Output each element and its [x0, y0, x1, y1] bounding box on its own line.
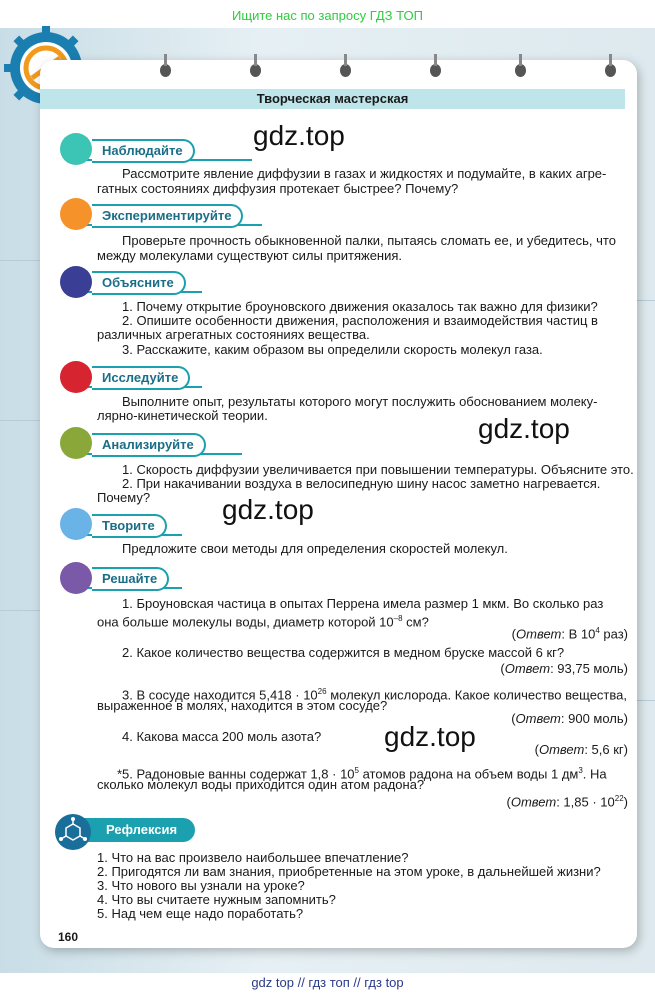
section-experiment-label: Экспериментируйте — [92, 204, 243, 228]
molecule-icon — [55, 814, 91, 850]
research-icon — [60, 361, 92, 393]
solve-problem-1-line-1: 1. Броуновская частица в опытах Перрена имела размер 1 мкм. Во сколько раз — [122, 596, 604, 611]
section-create-label: Творите — [92, 514, 167, 538]
reflection-item-3: 3. Что нового вы узнали на уроке? — [97, 878, 305, 893]
answer-value: : В 10 — [561, 626, 596, 642]
binder-ring-icon — [254, 54, 257, 66]
exponent: 4 — [595, 626, 600, 635]
experiment-icon — [60, 198, 92, 230]
section-explain-label: Объясните — [92, 271, 186, 295]
answer-unit: раз) — [599, 626, 628, 642]
bg-line — [0, 420, 40, 421]
explain-line-2: 2. Опишите особенности движения, расположения и взаимодействия частиц в — [122, 313, 598, 328]
analyze-line-1: 1. Скорость диффузии увеличивается при повышении температуры. Объясните это. — [122, 462, 634, 477]
exponent: –8 — [393, 614, 403, 623]
answer-value: : 1,85 · 10 — [556, 794, 615, 810]
bg-line — [637, 300, 655, 301]
observe-icon — [60, 133, 92, 165]
solve-problem-3-line-2: выраженное в молях, находится в этом сосуде? — [97, 698, 388, 713]
observe-line-1: Рассмотрите явление диффузии в газах и жидкостях и подумайте, в каких агре- — [122, 166, 607, 181]
answer-label: Ответ — [538, 742, 585, 757]
answer-3: (Ответ: 900 моль) — [511, 711, 628, 726]
explain-line-1: 1. Почему открытие броуновского движения оказалось так важно для физики? — [122, 299, 598, 314]
answer-label: Ответ — [515, 711, 561, 726]
create-line-1: Предложите свои методы для определения скоростей молекул. — [122, 541, 508, 556]
binder-ring-icon — [609, 54, 612, 66]
problem-5-text: атомов радона на объем воды 1 дм — [358, 766, 579, 782]
reflection-item-2: 2. Пригодятся ли вам знания, приобретенные на этом уроке, в дальнейшей жизни? — [97, 864, 601, 879]
observe-line-2: гатных состояниях диффузия протекает быстрее? Почему? — [97, 181, 459, 196]
answer-5: (Ответ: $1,85 \cdot 10^{22}$) — [506, 794, 628, 810]
research-line-1: Выполните опыт, результаты которого могут послужить обоснованием молеку- — [122, 394, 598, 409]
reflection-item-1: 1. Что на вас произвело наибольшее впечатление? — [97, 850, 409, 865]
answer-2: (Ответ: 93,75 моль) — [500, 661, 628, 676]
solve-icon — [60, 562, 92, 594]
section-solve-label: Решайте — [92, 567, 169, 591]
analyze-icon — [60, 427, 92, 459]
search-hint: Ищите нас по запросу ГДЗ ТОП — [232, 8, 423, 23]
solve-problem-4: 4. Какова масса 200 моль азота? — [122, 729, 322, 744]
problem-1-unit: см? — [402, 614, 429, 630]
exponent: 26 — [317, 687, 327, 696]
binder-ring-icon — [344, 54, 347, 66]
problem-3-text: 3. В сосуде находится 5,418 · 10 — [122, 687, 318, 703]
analyze-line-3: Почему? — [97, 490, 151, 505]
problem-3-text: молекул кислорода. Какое количество вещества, — [326, 687, 627, 703]
answer-unit: ) — [623, 794, 628, 810]
section-observe-label: Наблюдайте — [92, 139, 195, 163]
reflection-item-4: 4. Что вы считаете нужным запомнить? — [97, 892, 336, 907]
answer-label: Ответ — [504, 661, 551, 676]
page-number: 160 — [58, 930, 79, 944]
explain-line-3: различных агрегатных состояниях вещества. — [97, 327, 370, 342]
bg-line — [637, 700, 655, 701]
problem-1-text: она больше молекулы воды, диаметр которой 10 — [97, 614, 394, 630]
problem-5-text: . На — [582, 766, 607, 782]
answer-label: Ответ — [516, 626, 562, 642]
footer-watermark: gdz top // гдз топ // гдз top — [251, 975, 404, 990]
problem-5-text: *5. Радоновые ванны содержат 1,8 · 10 — [117, 766, 355, 782]
binder-ring-icon — [434, 54, 437, 66]
solve-problem-2: 2. Какое количество вещества содержится в медном бруске массой 6 кг? — [122, 645, 565, 660]
watermark: gdz.top — [478, 413, 570, 444]
binder-ring-icon — [519, 54, 522, 66]
analyze-line-2: 2. При накачивании воздуха в велосипедную шину насос заметно нагревается. — [122, 476, 601, 491]
exponent: 3 — [578, 766, 583, 775]
watermark: gdz.top — [253, 120, 345, 151]
section-analyze-label: Анализируйте — [92, 433, 206, 457]
bg-line — [0, 610, 40, 611]
experiment-line-2: между молекулами существуют силы притяжения. — [97, 248, 403, 263]
answer-value: : 93,75 моль) — [550, 661, 628, 676]
explain-line-4: 3. Расскажите, каким образом вы определили скорость молекул газа. — [122, 342, 543, 357]
answer-value: : 5,6 кг) — [584, 742, 628, 757]
section-research-label: Исследуйте — [92, 366, 190, 390]
solve-problem-1-line-2 — [97, 611, 429, 629]
reflection-item-5: 5. Над чем еще надо поработать? — [97, 906, 304, 921]
research-line-2: лярно-кинетической теории. — [97, 408, 268, 423]
explain-icon — [60, 266, 92, 298]
create-icon — [60, 508, 92, 540]
answer-4: (Ответ: 5,6 кг) — [534, 742, 628, 757]
watermark: gdz.top — [222, 494, 314, 525]
page-title: Творческая мастерская — [256, 91, 409, 106]
exponent: 22 — [614, 794, 624, 803]
answer-value: : 900 моль) — [560, 711, 628, 726]
exponent: 5 — [354, 766, 359, 775]
answer-1: (Ответ: В $10^4$ раз) — [511, 626, 628, 642]
experiment-line-1: Проверьте прочность обыкновенной палки, пытаясь сломать ее, и убедитесь, что — [122, 233, 616, 248]
watermark: gdz.top — [384, 721, 476, 752]
reflection-label: Рефлексия — [106, 822, 178, 837]
solve-problem-5-line-2: сколько молекул воды приходится один атом радона? — [97, 777, 425, 792]
answer-label: Ответ — [510, 794, 557, 810]
bg-line — [0, 260, 40, 261]
binder-ring-icon — [164, 54, 167, 66]
